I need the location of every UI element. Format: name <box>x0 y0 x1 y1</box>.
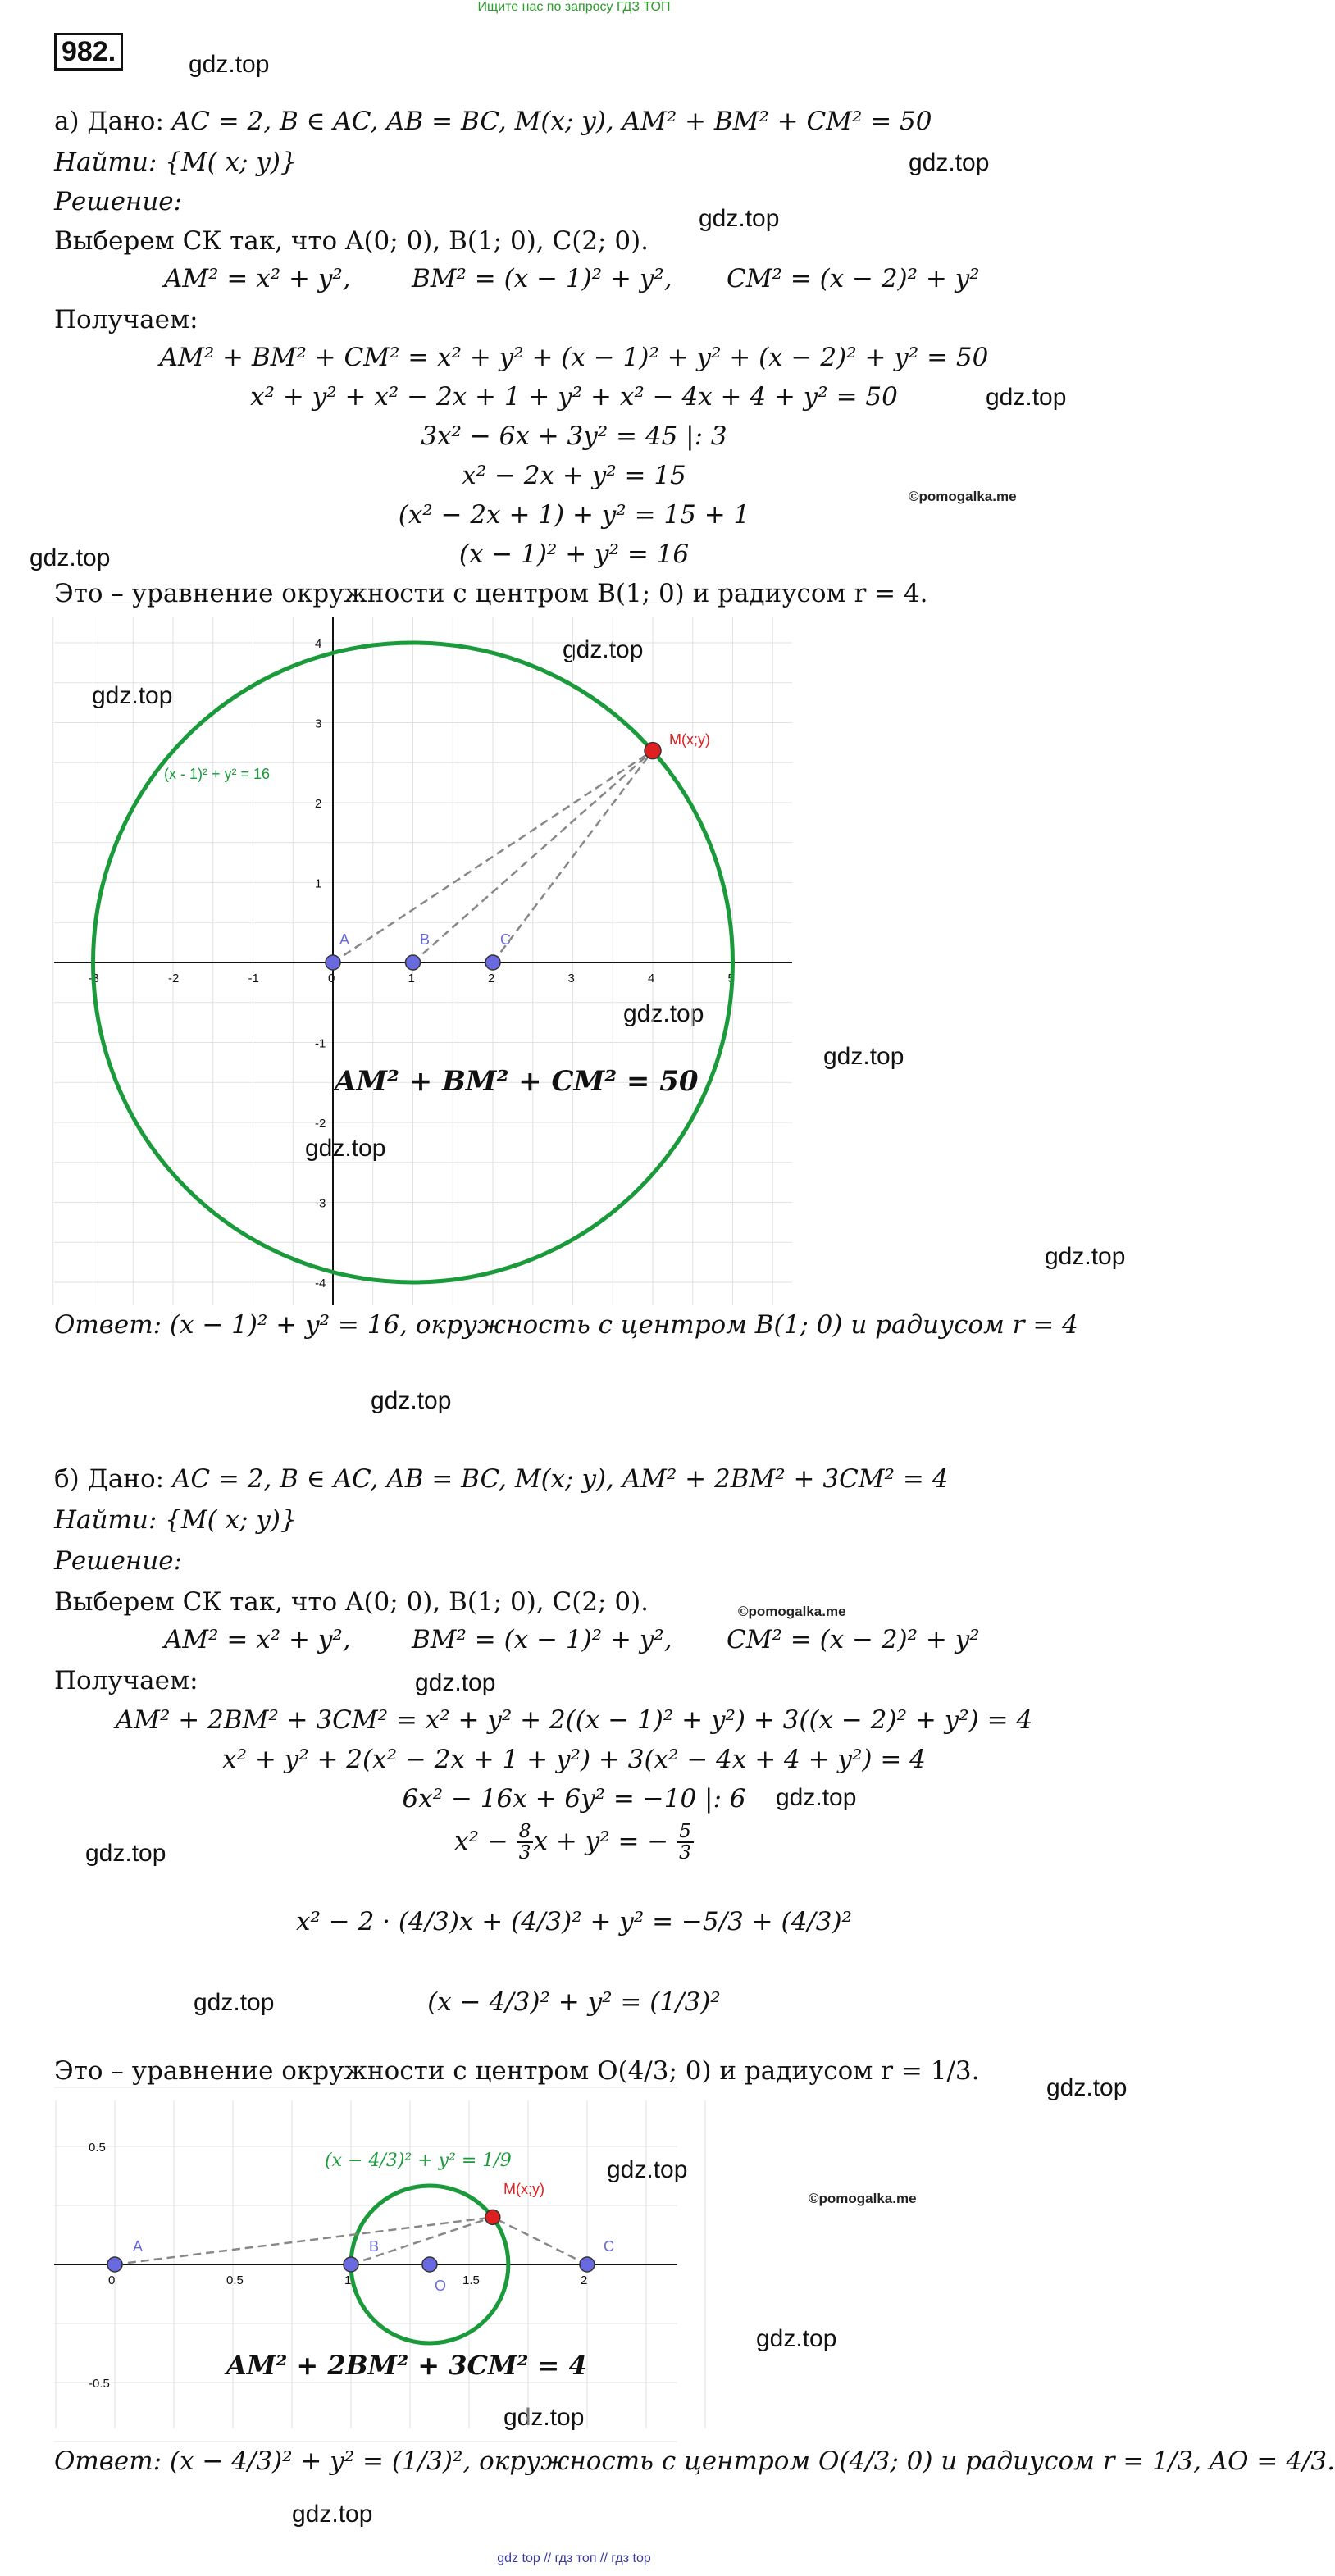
x-tick-label: 2 <box>488 972 495 985</box>
y-tick-label: -1 <box>315 1036 326 1051</box>
watermark: gdz.top <box>986 384 1067 411</box>
y-tick-label: 3 <box>315 717 322 731</box>
label-m: M(x;y) <box>669 731 710 748</box>
watermark: gdz.top <box>909 149 990 176</box>
part-b-eq6: (x − 4/3)² + y² = (1/3)² <box>427 1987 721 2017</box>
x-tick-label: 1.5 <box>462 2273 480 2287</box>
y-tick-label: 0.5 <box>89 2141 106 2155</box>
point-o <box>422 2257 437 2272</box>
watermark: gdz.top <box>607 2156 688 2183</box>
x-tick-label: 0 <box>328 972 335 985</box>
footer: gdz top // гдз топ // гдз top <box>497 2551 651 2565</box>
point-c <box>485 955 500 970</box>
part-a-eq6: (x − 1)² + y² = 16 <box>458 539 690 569</box>
part-b-eq2: x² + y² + 2(x² − 2x + 1 + y²) + 3(x² − 4x + 4 + y²) = 4 <box>222 1745 926 1774</box>
watermark: gdz.top <box>623 1000 704 1027</box>
part-b-answer: Ответ: (x − 4/3)² + y² = (1/3)², окружность с центром O(4/3; 0) и радиусом r = 1/3, AO = 4/3. <box>54 2446 1335 2476</box>
x-tick-label: -1 <box>248 972 259 985</box>
watermark: gdz.top <box>292 2501 373 2528</box>
watermark: gdz.top <box>1046 2074 1128 2101</box>
top-note: Ищите нас по запросу ГДЗ ТОП <box>477 0 671 14</box>
watermark: gdz.top <box>92 682 173 709</box>
watermark: gdz.top <box>756 2325 837 2352</box>
point-a <box>107 2257 122 2272</box>
part-a-eq1: AM² + BM² + CM² = x² + y² + (x − 1)² + y² + (x − 2)² + y² = 50 <box>159 343 989 372</box>
part-a-dist-cm: CM² = (x − 2)² + y² <box>727 264 980 294</box>
problem-number: 982. <box>54 33 123 71</box>
watermark: gdz.top <box>305 1135 386 1162</box>
x-tick-label: -2 <box>168 972 180 985</box>
graph-a <box>54 617 792 1305</box>
part-b-eq4: x² − $\frac{8}{3}$ x + y² = − $\frac{5}{3}$ <box>0 1822 1148 1864</box>
part-b-choose: Выберем СК так, что A(0; 0), B(1; 0), C(2; 0). <box>54 1587 649 1617</box>
part-a-eq5: (x² − 2x + 1) + y² = 15 + 1 <box>398 500 750 530</box>
label-a: A <box>133 2238 144 2255</box>
watermark-pomogalka: ©pomogalka.me <box>738 1604 846 1619</box>
part-b-eq3: 6x² − 16x + 6y² = −10 |: 6 <box>402 1784 746 1814</box>
part-b-solution-label: Решение: <box>54 1546 183 1576</box>
x-tick-label: 1 <box>408 972 415 985</box>
part-a-solution-label: Решение: <box>54 187 183 216</box>
watermark-pomogalka: ©pomogalka.me <box>909 489 1017 504</box>
y-tick-label: -4 <box>315 1277 326 1290</box>
part-b-dist-am: AM² = x² + y², <box>164 1625 351 1654</box>
watermark: gdz.top <box>371 1387 452 1414</box>
graph-b <box>54 2100 677 2428</box>
x-tick-label: 3 <box>567 972 575 985</box>
point-m <box>485 2210 500 2224</box>
watermark-pomogalka: ©pomogalka.me <box>809 2191 917 2206</box>
label-m: M(x;y) <box>503 2181 544 2197</box>
y-tick-label: -2 <box>315 1117 326 1131</box>
watermark: gdz.top <box>699 205 780 232</box>
curve-label-a: (x - 1)² + y² = 16 <box>164 766 271 782</box>
watermark: gdz.top <box>563 636 644 663</box>
label-c: C <box>604 2238 614 2255</box>
x-tick-label: 0 <box>108 2273 116 2287</box>
part-b-dist-bm: BM² = (x − 1)² + y², <box>412 1625 672 1654</box>
part-a-dist-bm: BM² = (x − 1)² + y², <box>412 264 672 294</box>
point-b <box>344 2257 358 2272</box>
part-a-answer: Ответ: (x − 1)² + y² = 16, окружность с центром B(1; 0) и радиусом r = 4 <box>54 1310 1078 1340</box>
x-tick-label: 1 <box>344 2273 352 2287</box>
formula-a: AM² + BM² + CM² = 50 <box>335 1065 699 1098</box>
curve-label-b: (x − 4/3)² + y² = 1/9 <box>325 2150 512 2171</box>
part-b-eq1: AM² + 2BM² + 3CM² = x² + y² + 2((x − 1)² + y²) + 3((x − 2)² + y²) = 4 <box>115 1705 1033 1735</box>
watermark: gdz.top <box>503 2404 585 2431</box>
y-tick-label: -3 <box>315 1196 326 1211</box>
watermark: gdz.top <box>415 1669 496 1696</box>
point-c <box>580 2257 595 2272</box>
part-a-get-label: Получаем: <box>54 305 198 335</box>
watermark: gdz.top <box>30 544 111 571</box>
part-a-given: а) Дано: AC = 2, B ∈ AC, AB = BC, M(x; y), AM² + BM² + CM² = 50 <box>54 107 932 136</box>
y-tick-label: -0.5 <box>89 2377 110 2391</box>
graph-a-grid <box>53 603 792 1305</box>
y-tick-label: 4 <box>315 637 322 651</box>
x-tick-label: 0.5 <box>226 2273 244 2287</box>
y-tick-label: 2 <box>315 797 322 811</box>
watermark: gdz.top <box>85 1840 166 1867</box>
watermark: gdz.top <box>776 1784 857 1811</box>
label-o: O <box>435 2278 447 2294</box>
part-b-find: Найти: {M( x; y)} <box>54 1505 297 1535</box>
point-b <box>406 955 421 970</box>
part-a-eq2: x² + y² + x² − 2x + 1 + y² + x² − 4x + 4 + y² = 50 <box>250 382 898 412</box>
label-c: C <box>500 931 511 948</box>
part-b-get-label: Получаем: <box>54 1666 198 1695</box>
watermark: gdz.top <box>194 1989 275 2016</box>
y-tick-label: 1 <box>315 876 322 891</box>
part-a-find: Найти: {M( x; y)} <box>54 148 297 177</box>
dashed-segment <box>115 2217 493 2264</box>
point-m <box>645 743 661 759</box>
watermark: gdz.top <box>823 1043 904 1070</box>
part-a-choose: Выберем СК так, что A(0; 0), B(1; 0), C(2; 0). <box>54 226 649 256</box>
part-b-conclusion: Это – уравнение окружности с центром O(4/3; 0) и радиусом r = 1/3. <box>54 2056 980 2086</box>
part-a-eq3: 3x² − 6x + 3y² = 45 |: 3 <box>421 421 727 451</box>
part-b-eq5: x² − 2 · (4/3)x + (4/3)² + y² = −5/3 + (4/3)² <box>296 1907 852 1937</box>
x-tick-label: 4 <box>648 972 655 985</box>
watermark: gdz.top <box>189 51 270 78</box>
label-b: B <box>420 931 431 948</box>
label-a: A <box>339 931 350 948</box>
part-b-dist-cm: CM² = (x − 2)² + y² <box>727 1625 980 1654</box>
x-tick-label: -3 <box>88 972 99 985</box>
point-a <box>326 955 340 970</box>
x-tick-label: 2 <box>581 2273 588 2287</box>
part-a-dist-am: AM² = x² + y², <box>164 264 351 294</box>
part-a-eq4: x² − 2x + y² = 15 <box>462 461 686 490</box>
watermark: gdz.top <box>1045 1243 1126 1270</box>
part-b-given: б) Дано: AC = 2, B ∈ AC, AB = BC, M(x; y), AM² + 2BM² + 3CM² = 4 <box>54 1464 949 1494</box>
x-tick-label: 5 <box>727 972 735 985</box>
formula-b: AM² + 2BM² + 3CM² = 4 <box>226 2350 587 2381</box>
part-a-conclusion: Это – уравнение окружности с центром B(1; 0) и радиусом r = 4. <box>54 579 928 608</box>
label-b: B <box>369 2238 380 2255</box>
